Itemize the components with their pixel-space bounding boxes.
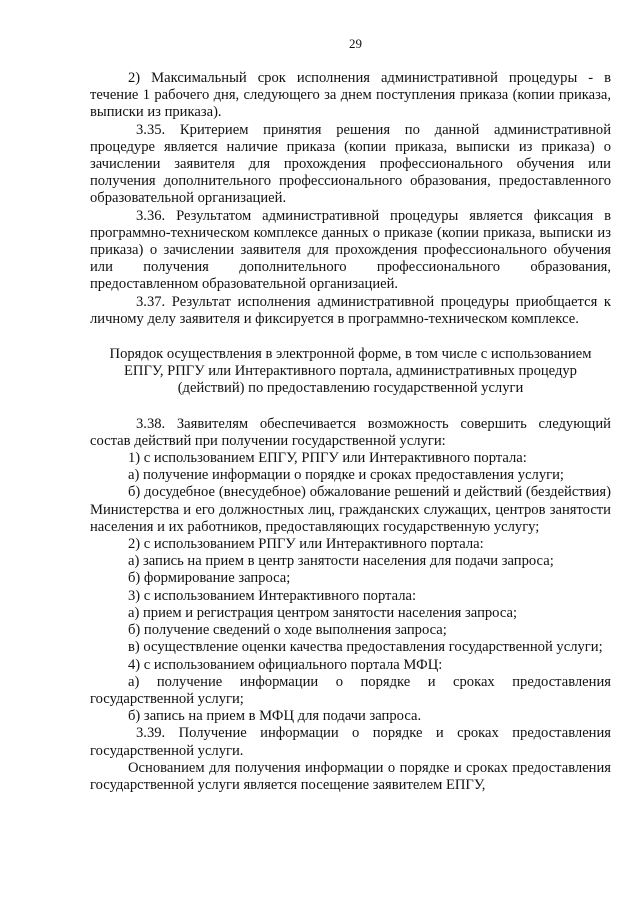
- section-before-heading: [90, 70, 611, 328]
- list-item: б) досудебное (внесудебное) обжалование решений и действий (бездействия) Министерства и его должностных лиц, гражданских служащих, центров занятости населения и их работников, предоставляющих государственную услугу;: [90, 484, 611, 535]
- list-item: а) получение информации о порядке и сроках предоставления государственной услуги;: [90, 673, 611, 707]
- list-item: Основанием для получения информации о порядке и сроках предоставления государственной услуги является посещение заявителем ЕПГУ,: [90, 759, 611, 793]
- list-item: 3) с использованием Интерактивного портала:: [128, 587, 417, 604]
- paragraph: 3.36. Результатом административной процедуры является фиксация в программно-техническом комплексе данных о приказе (копии приказа, выписки из приказа) о зачислении заявителя для прохождения профессионального обучения или получения дополнительного профессионального образования, предоставленном образовательной организацией.: [90, 207, 611, 293]
- section-heading: Порядок осуществления в электронной форме, в том числе с использованием ЕПГУ, РПГУ или Интерактивного портала, административных процедур (действий) по предоставлению государственной услуги: [109, 346, 592, 397]
- list-item: в) осуществление оценки качества предоставления государственной услуги;: [128, 639, 603, 656]
- list-item: 2) Максимальный срок исполнения административной процедуры - в течение 1 рабочего дня, следующего за днем поступления приказа (копии приказа, выписки из приказа).: [90, 70, 611, 121]
- list-item: а) запись на прием в центр занятости населения для подачи запроса;: [128, 553, 554, 570]
- section-after-heading: [90, 416, 611, 794]
- list-item: 4) с использованием официального портала МФЦ:: [128, 656, 443, 673]
- paragraph: 3.37. Результат исполнения административной процедуры приобщается к личному делу заявителя и фиксируется в программно-техническом комплексе.: [90, 293, 611, 327]
- list-item: б) формирование запроса;: [128, 570, 291, 587]
- list-item: б) получение сведений о ходе выполнения запроса;: [128, 622, 447, 639]
- paragraph: 3.38. Заявителям обеспечивается возможность совершить следующий состав действий при получении государственной услуги:: [90, 415, 611, 449]
- list-item: а) получение информации о порядке и сроках предоставления услуги;: [128, 467, 564, 484]
- paragraph: 3.39. Получение информации о порядке и сроках предоставления государственной услуги.: [90, 725, 611, 759]
- list-item: а) прием и регистрация центром занятости населения запроса;: [128, 604, 518, 621]
- page-number: 29: [349, 36, 362, 51]
- document-page: [90, 36, 611, 794]
- list-item: 1) с использованием ЕПГУ, РПГУ или Интерактивного портала:: [128, 450, 527, 467]
- list-item: б) запись на прием в МФЦ для подачи запроса.: [128, 708, 422, 725]
- list-item: 2) с использованием РПГУ или Интерактивного портала:: [128, 536, 484, 553]
- paragraph: 3.35. Критерием принятия решения по данной административной процедуре является наличие приказа (копии приказа, выписки из приказа) о зачислении заявителя для прохождения профессионального обучения или получения дополнительного профессионального образования, предоставленного образовательной организацией.: [90, 121, 611, 207]
